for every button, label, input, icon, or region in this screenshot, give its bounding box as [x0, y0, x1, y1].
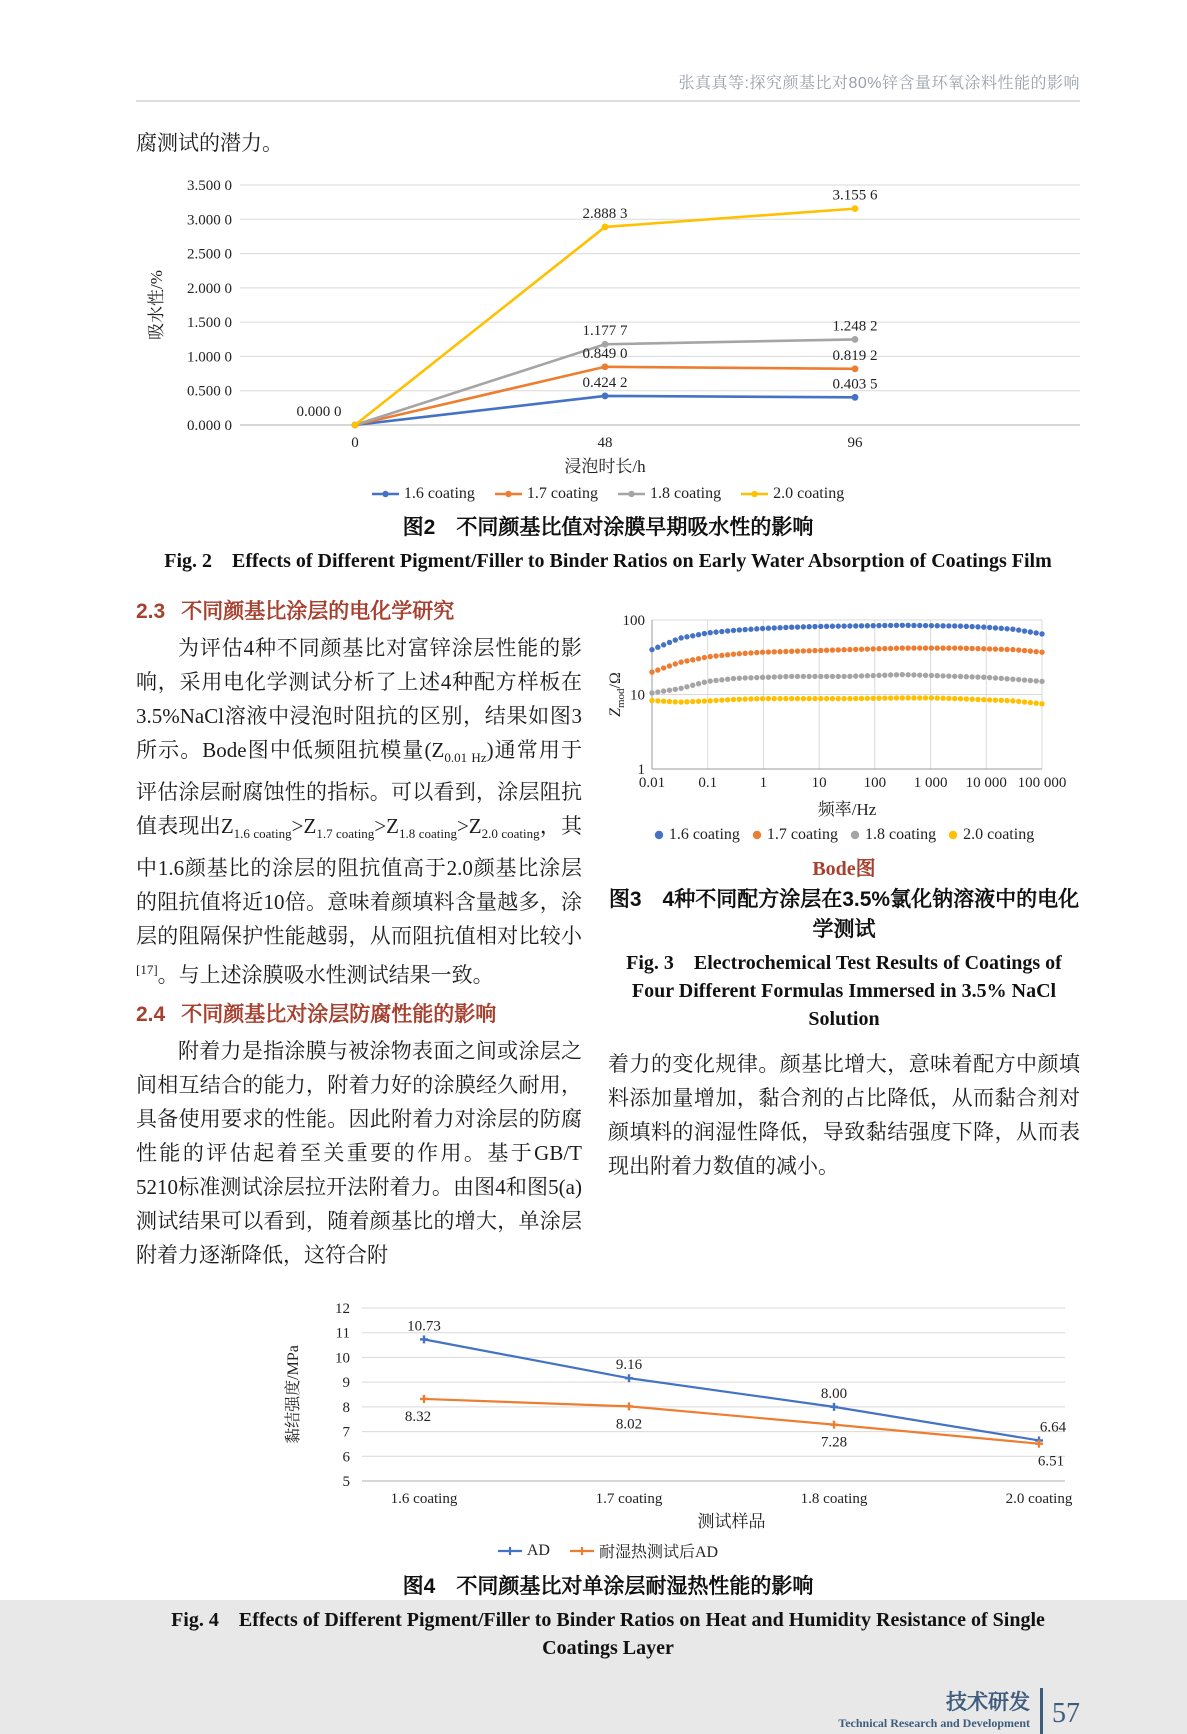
legend-line-marker-icon — [495, 489, 522, 499]
legend-item-2.0-coating — [741, 485, 844, 503]
fig3-caption-en: Fig. 3 Electrochemical Test Results of Coatings of Four Different Formulas Immersed in 3.5% NaCl Solution — [626, 952, 1062, 1030]
legend-item-1.7-coating — [495, 485, 598, 503]
svg-text:100: 100 — [863, 775, 887, 791]
svg-text:1: 1 — [637, 762, 645, 778]
page-footer — [136, 1688, 1080, 1734]
legend-label: 2.0 coating — [963, 826, 1035, 843]
legend-item--AD — [570, 1539, 718, 1562]
svg-text:2.888 3: 2.888 3 — [582, 205, 628, 222]
fig4-legend — [136, 1539, 1080, 1562]
intro-text: 腐测试的潜力。 — [136, 131, 283, 155]
two-column-body — [136, 597, 1080, 1280]
legend-dot-marker-icon — [948, 830, 958, 840]
legend-item-AD — [498, 1542, 550, 1560]
svg-text:测试样品: 测试样品 — [697, 1512, 766, 1532]
section-title: 不同颜基比涂层的电化学研究 — [181, 600, 455, 623]
legend-label: 2.0 coating — [773, 485, 845, 502]
figure3 — [608, 597, 1080, 1033]
legend-label: 1.7 coating — [766, 826, 838, 843]
page-number: 57 — [1052, 1698, 1080, 1730]
legend-line-marker-icon — [372, 489, 399, 499]
legend-label: 1.6 coating — [403, 485, 475, 502]
legend-label: 1.8 coating — [650, 485, 722, 502]
svg-text:10 000: 10 000 — [965, 775, 1007, 791]
legend-item-1.6-coating — [654, 826, 740, 844]
footer-section-labels — [838, 1691, 1030, 1731]
fig3-caption-cn: 图3 4种不同配方涂层在3.5%氯化钠溶液中的电化学测试 — [608, 888, 1080, 941]
fig3-caption — [608, 885, 1080, 1033]
svg-text:100 000: 100 000 — [1017, 775, 1067, 791]
svg-text:7.28: 7.28 — [820, 1435, 848, 1452]
svg-text:3.500 0: 3.500 0 — [187, 178, 232, 194]
legend-label: 1.7 coating — [526, 485, 598, 502]
svg-text:48: 48 — [597, 435, 613, 451]
footer-section-en: Technical Research and Development — [838, 1716, 1030, 1731]
fig2-caption-cn: 图2 不同颜基比值对涂膜早期吸水性的影响 — [402, 516, 814, 539]
section-title: 不同颜基比对涂层防腐性能的影响 — [181, 1003, 497, 1027]
svg-text:96: 96 — [847, 435, 863, 451]
legend-item-1.7-coating — [752, 826, 838, 844]
svg-text:7: 7 — [342, 1424, 350, 1441]
svg-text:0.01: 0.01 — [638, 775, 666, 791]
svg-text:0.424 2: 0.424 2 — [582, 374, 628, 391]
legend-label: 1.6 coating — [668, 826, 740, 843]
adhesion-strength-chart — [136, 1294, 1080, 1532]
svg-text:10.73: 10.73 — [407, 1318, 441, 1335]
svg-text:8.02: 8.02 — [615, 1416, 643, 1433]
svg-text:8: 8 — [342, 1400, 350, 1417]
fig2-caption-en: Fig. 2 Effects of Different Pigment/Filler to Binder Ratios on Early Water Absorption of Coatings Film — [164, 550, 1052, 572]
legend-item-1.8-coating — [618, 485, 721, 503]
fig2-legend — [136, 485, 1080, 503]
fig4-caption-cn: 图4 不同颜基比对单涂层耐湿热性能的影响 — [402, 1575, 814, 1599]
svg-text:0.500 0: 0.500 0 — [187, 383, 232, 400]
svg-text:1.177 7: 1.177 7 — [582, 323, 628, 340]
legend-dot-marker-icon — [752, 830, 762, 840]
svg-text:2.0 coating: 2.0 coating — [1005, 1491, 1073, 1508]
legend-dot-marker-icon — [654, 830, 664, 840]
svg-text:100: 100 — [622, 613, 645, 629]
running-title: 张真真等:探究颜基比对80%锌含量环氧涂料性能的影响 — [678, 75, 1080, 92]
svg-text:吸水性/%: 吸水性/% — [147, 270, 166, 340]
svg-text:2.500 0: 2.500 0 — [187, 246, 232, 263]
header-rule — [136, 100, 1080, 102]
svg-text:1 000: 1 000 — [913, 775, 948, 791]
section-number: 2.3 — [136, 600, 166, 623]
legend-label: 1.8 coating — [865, 826, 937, 843]
legend-item-1.6-coating — [372, 485, 475, 503]
svg-text:10: 10 — [630, 687, 645, 704]
section-number: 2.4 — [136, 1003, 166, 1027]
fig2-caption — [136, 513, 1080, 575]
legend-label: AD — [526, 1541, 550, 1559]
legend-label: 耐湿热测试后AD — [598, 1544, 719, 1562]
svg-text:1.7 coating: 1.7 coating — [595, 1491, 663, 1508]
svg-text:9: 9 — [342, 1375, 350, 1392]
svg-text:1.500 0: 1.500 0 — [187, 315, 232, 332]
legend-item-2.0-coating — [948, 826, 1034, 844]
svg-text:0.819 2: 0.819 2 — [832, 347, 878, 364]
legend-dot-marker-icon — [850, 830, 860, 840]
legend-plus-marker-icon — [498, 1546, 522, 1556]
svg-text:5: 5 — [342, 1474, 350, 1491]
right-column — [608, 597, 1080, 1280]
left-column — [136, 597, 582, 1280]
legend-item-1.8-coating — [850, 826, 936, 844]
svg-text:3.000 0: 3.000 0 — [187, 212, 232, 229]
figure4 — [136, 1294, 1080, 1662]
svg-text:浸泡时长/h: 浸泡时长/h — [564, 457, 646, 476]
footer-section-cn: 技术研发 — [946, 1691, 1030, 1715]
footer-divider — [1040, 1688, 1043, 1734]
svg-text:1.248 2: 1.248 2 — [832, 318, 878, 335]
svg-text:3.155 6: 3.155 6 — [832, 187, 878, 204]
svg-text:0.1: 0.1 — [698, 775, 718, 791]
section-2-3-heading — [136, 597, 582, 627]
svg-text:2.000 0: 2.000 0 — [187, 280, 232, 297]
svg-text:Zmod/Ω: $Z_{mod}/\Omega$ — [607, 672, 627, 717]
svg-text:0: 0 — [351, 435, 359, 451]
svg-text:6.51: 6.51 — [1037, 1454, 1065, 1471]
svg-text:10: 10 — [811, 775, 827, 791]
svg-text:0.849 0: 0.849 0 — [582, 345, 628, 362]
fig3-legend — [608, 826, 1080, 844]
svg-text:8.32: 8.32 — [404, 1409, 432, 1426]
bode-plot-chart — [608, 597, 1080, 819]
legend-plus-marker-icon — [570, 1546, 594, 1556]
right-column-paragraph: 着力的变化规律。颜基比增大，意味着配方中颜填料添加量增加，黏合剂的占比降低，从而黏合剂对颜填料的润湿性降低，导致黏结强度下降，从而表现出附着力数值的减小。 — [608, 1052, 1080, 1178]
svg-text:6: 6 — [342, 1449, 350, 1466]
fig4-caption-en: Fig. 4 Effects of Different Pigment/Filler to Binder Ratios on Heat and Humidity Resistance of Single Coatings Layer — [171, 1609, 1045, 1660]
figure2 — [136, 172, 1080, 575]
svg-text:6.64: 6.64 — [1039, 1419, 1067, 1436]
svg-text:1.000 0: 1.000 0 — [187, 349, 232, 366]
bode-plot-label: Bode图 — [812, 858, 876, 880]
page-header — [136, 70, 1080, 102]
svg-text:1: 1 — [759, 775, 768, 791]
section-2-3-paragraph: 为评估4种不同颜基比对富锌涂层性能的影响，采用电化学测试分析了上述4种配方样板在3.5%NaCl溶液中浸泡时阻抗的区别，结果如图3所示。Bode图中低频阻抗模量$(Z_{0.01 Hz})$通常用于评估涂层耐腐蚀性的指标。可以看到，涂层阻抗值表现出$Z_{1.6 coating}>Z_{1.7 coating}>Z_{1.8 coating}>Z_{2.0 coating}$，其中1.6颜基比的涂层的阻抗值高于2.0颜基比涂层的阻抗值将近10倍。意味着颜填料含量越多，涂层的阻隔保护性能越弱，从而阻抗值相对比较小[17]。与上述涂膜吸水性测试结果一致。 — [136, 636, 583, 988]
svg-text:11: 11 — [335, 1326, 350, 1343]
svg-text:0.000 0: 0.000 0 — [296, 404, 342, 420]
legend-line-marker-icon — [741, 489, 768, 499]
svg-text:频率/Hz: 频率/Hz — [817, 800, 877, 819]
section-2-4-paragraph: 附着力是指涂膜与被涂物表面之间或涂层之间相互结合的能力，附着力好的涂膜经久耐用，具备使用要求的性能。因此附着力对涂层的防腐性能的评估起着至关重要的作用。基于GB/T 5210标准测试涂层拉开法附着力。由图4和图5(a)测试结果可以看到，随着颜基比的增大，单涂层附着力逐渐降低，这符合附 — [136, 1039, 582, 1268]
fig4-caption — [136, 1572, 1080, 1662]
svg-text:8.00: 8.00 — [820, 1386, 848, 1403]
svg-text:9.16: 9.16 — [615, 1357, 643, 1374]
legend-line-marker-icon — [618, 489, 645, 499]
svg-text:1.6 coating: 1.6 coating — [390, 1491, 458, 1508]
svg-text:0.000 0: 0.000 0 — [187, 418, 232, 434]
water-absorption-chart — [136, 172, 1080, 478]
svg-text:10: 10 — [335, 1350, 350, 1367]
section-2-4-heading — [136, 1000, 582, 1030]
svg-text:1.8 coating: 1.8 coating — [800, 1491, 868, 1508]
svg-text:黏结强度/MPa: 黏结强度/MPa — [285, 1345, 302, 1445]
svg-text:0.403 5: 0.403 5 — [832, 376, 878, 393]
svg-text:12: 12 — [335, 1301, 350, 1318]
